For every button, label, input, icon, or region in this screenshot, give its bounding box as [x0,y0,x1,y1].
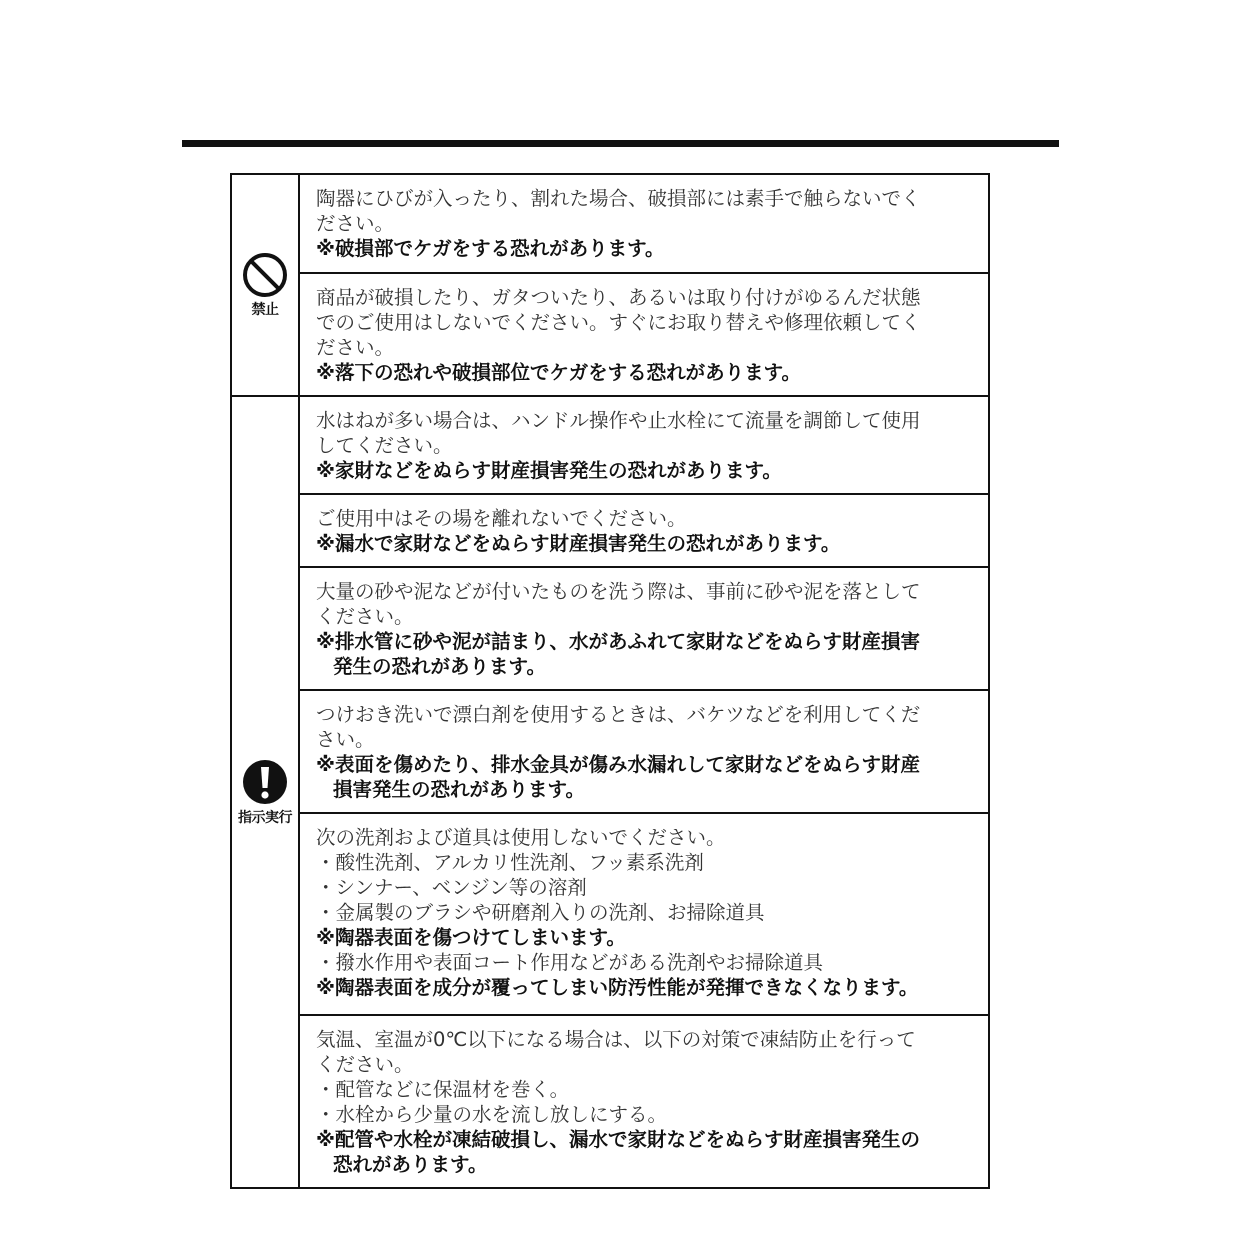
instruction-text-6 [299,1015,989,1188]
safety-warning-table [230,173,990,1189]
list-item: ・撥水作用や表面コート作用などがある洗剤やお掃除道具 [316,951,824,974]
prohibited-text-1 [299,174,989,273]
warning-line: ※破損部でケガをする恐れがあります。 [316,237,665,260]
warning-line: ※陶器表面を傷つけてしまいます。 [316,926,626,949]
prohibited-text-2 [299,273,989,396]
list-item: ・水栓から少量の水を流し放しにする。 [316,1103,668,1126]
warning-line: ※排水管に砂や泥が詰まり、水があふれて家財などをぬらす財産損害 [316,630,920,653]
warning-line: 恐れがあります。 [333,1153,488,1176]
text-line: ださい。 [316,212,395,235]
instruction-text-1 [299,396,989,494]
warning-line: 損害発生の恐れがあります。 [333,778,585,801]
prohibited-icon [242,252,288,298]
prohibited-icon-cell [231,174,299,396]
warning-line: ※漏水で家財などをぬらす財産損害発生の恐れがあります。 [316,532,841,555]
exclamation-icon [241,758,289,806]
text-line: 次の洗剤および道具は使用しないでください。 [316,826,726,849]
text-line: 大量の砂や泥などが付いたものを洗う際は、事前に砂や泥を落として [316,580,921,603]
instruction-icon-cell [231,396,299,1188]
text-line: ご使用中はその場を離れないでください。 [316,507,687,530]
list-item: ・シンナー、ベンジン等の溶剤 [316,876,587,899]
instruction-row-3 [231,567,989,690]
warning-line: ※配管や水栓が凍結破損し、漏水で家財などをぬらす財産損害発生の [316,1128,920,1151]
instruction-text-3 [299,567,989,690]
prohibited-row-2 [231,273,989,396]
text-line: ださい。 [316,336,395,359]
text-line: さい。 [316,728,375,751]
text-line: ください。 [316,1053,414,1076]
instruction-row-1 [231,396,989,494]
text-line: でのご使用はしないでください。すぐにお取り替えや修理依頼してく [316,311,921,334]
instruction-row-2 [231,494,989,567]
instruction-text-4 [299,690,989,813]
warning-line: ※陶器表面を成分が覆ってしまい防汚性能が発揮できなくなります。 [316,976,919,999]
warning-line: ※表面を傷めたり、排水金具が傷み水漏れして家財などをぬらす財産 [316,753,920,776]
list-item: ・配管などに保温材を巻く。 [316,1078,570,1101]
text-line: 水はねが多い場合は、ハンドル操作や止水栓にて流量を調節して使用 [316,409,921,432]
prohibited-label: 禁止 [251,301,279,318]
text-line: してください。 [316,434,453,457]
list-item: ・金属製のブラシや研磨剤入りの洗剤、お掃除道具 [316,901,765,924]
instruction-row-4 [231,690,989,813]
text-line: つけおき洗いで漂白剤を使用するときは、バケツなどを利用してくだ [316,703,921,726]
text-line: 気温、室温が0℃以下になる場合は、以下の対策で凍結防止を行って [316,1028,916,1051]
warning-line: ※家財などをぬらす財産損害発生の恐れがあります。 [316,459,782,482]
warning-line: ※落下の恐れや破損部位でケガをする恐れがあります。 [316,361,802,384]
text-line: ください。 [316,605,414,628]
text-line: 商品が破損したり、ガタついたり、あるいは取り付けがゆるんだ状態 [316,286,921,309]
top-rule [182,140,1059,147]
instruction-row-5 [231,813,989,1015]
text-line: 陶器にひびが入ったり、割れた場合、破損部には素手で触らないでく [316,187,921,210]
list-item: ・酸性洗剤、アルカリ性洗剤、フッ素系洗剤 [316,851,704,874]
instruction-text-5 [299,813,989,1015]
instruction-row-6 [231,1015,989,1188]
instruction-text-2 [299,494,989,567]
instruction-label: 指示実行 [238,809,292,826]
warning-line: 発生の恐れがあります。 [333,655,546,678]
prohibited-row-1 [231,174,989,273]
